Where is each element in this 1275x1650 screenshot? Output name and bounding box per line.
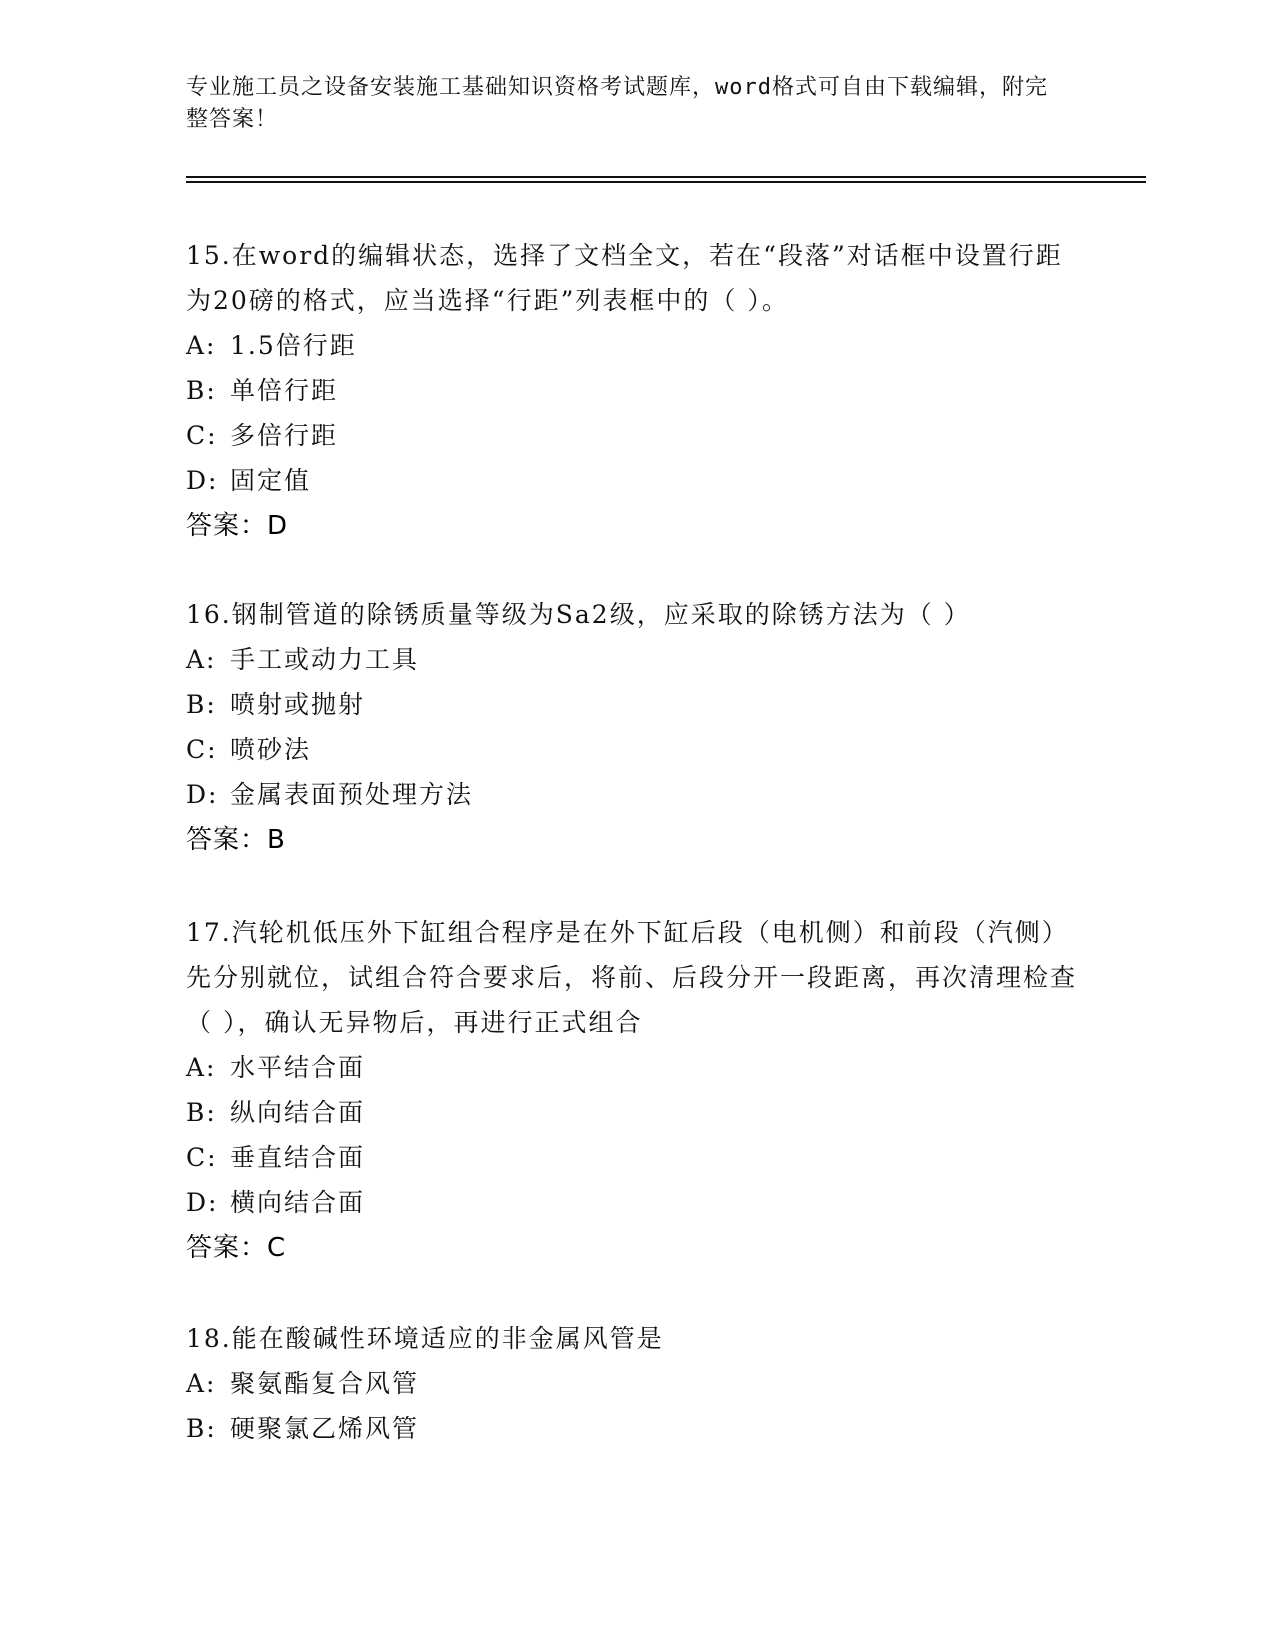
option-a	[186, 323, 1086, 368]
option-text: 多倍行距	[230, 421, 339, 450]
option-d	[186, 458, 1086, 503]
option-a	[186, 1045, 1086, 1090]
option-text: 固定值	[230, 466, 312, 495]
answer-line: 答案：C	[186, 1233, 287, 1263]
header-divider-bottom	[186, 181, 1146, 183]
option-a	[186, 1361, 1086, 1406]
option-text: 1.5倍行距	[230, 331, 357, 360]
option-text: 硬聚氯乙烯风管	[230, 1414, 420, 1443]
option-letter: C:	[186, 735, 218, 764]
option-b	[186, 368, 1086, 413]
question-text: 18.能在酸碱性环境适应的非金属风管是	[186, 1324, 664, 1353]
option-letter: B:	[186, 376, 217, 405]
option-text: 聚氨酯复合风管	[230, 1369, 420, 1398]
option-text: 手工或动力工具	[230, 645, 420, 674]
option-b	[186, 1090, 1086, 1135]
question-17	[186, 910, 1086, 1271]
option-letter: C:	[186, 421, 218, 450]
option-letter: D:	[186, 466, 219, 495]
option-text: 水平结合面	[230, 1053, 366, 1082]
question-text: 15.在word的编辑状态，选择了文档全文，若在“段落”对话框中设置行距为20磅的格式，应当选择“行距”列表框中的（ ）。	[186, 241, 1063, 315]
option-b	[186, 682, 1086, 727]
option-letter: B:	[186, 1098, 217, 1127]
option-letter: A:	[186, 645, 217, 674]
question-text: 17.汽轮机低压外下缸组合程序是在外下缸后段（电机侧）和前段（汽侧）先分别就位，试组合符合要求后，将前、后段分开一段距离，再次清理检查（ ），确认无异物后，再进行正式组合	[186, 918, 1078, 1037]
option-text: 喷射或抛射	[230, 690, 366, 719]
option-letter: A:	[186, 1369, 217, 1398]
document-header: 专业施工员之设备安装施工基础知识资格考试题库，word格式可自由下载编辑，附完整答案！	[186, 75, 1048, 132]
option-d	[186, 1180, 1086, 1225]
option-text: 单倍行距	[230, 376, 339, 405]
option-a	[186, 637, 1086, 682]
option-text: 纵向结合面	[230, 1098, 366, 1127]
option-text: 横向结合面	[230, 1188, 366, 1217]
option-letter: B:	[186, 690, 217, 719]
option-letter: D:	[186, 1188, 219, 1217]
question-text: 16.钢制管道的除锈质量等级为Sa2级，应采取的除锈方法为（ ）	[186, 600, 971, 629]
answer-line: 答案：B	[186, 825, 286, 855]
option-letter: C:	[186, 1143, 218, 1172]
option-text: 金属表面预处理方法	[230, 780, 474, 809]
answer-line: 答案：D	[186, 511, 289, 541]
question-15	[186, 233, 1086, 549]
header-divider-top	[186, 176, 1146, 178]
question-16	[186, 592, 1086, 863]
option-letter: A:	[186, 331, 217, 360]
option-letter: B:	[186, 1414, 217, 1443]
option-c	[186, 413, 1086, 458]
option-d	[186, 772, 1086, 817]
option-c	[186, 1135, 1086, 1180]
option-b	[186, 1406, 1086, 1451]
option-c	[186, 727, 1086, 772]
option-letter: D:	[186, 780, 219, 809]
option-text: 喷砂法	[230, 735, 312, 764]
option-text: 垂直结合面	[230, 1143, 366, 1172]
question-18	[186, 1316, 1086, 1451]
option-letter: A:	[186, 1053, 217, 1082]
